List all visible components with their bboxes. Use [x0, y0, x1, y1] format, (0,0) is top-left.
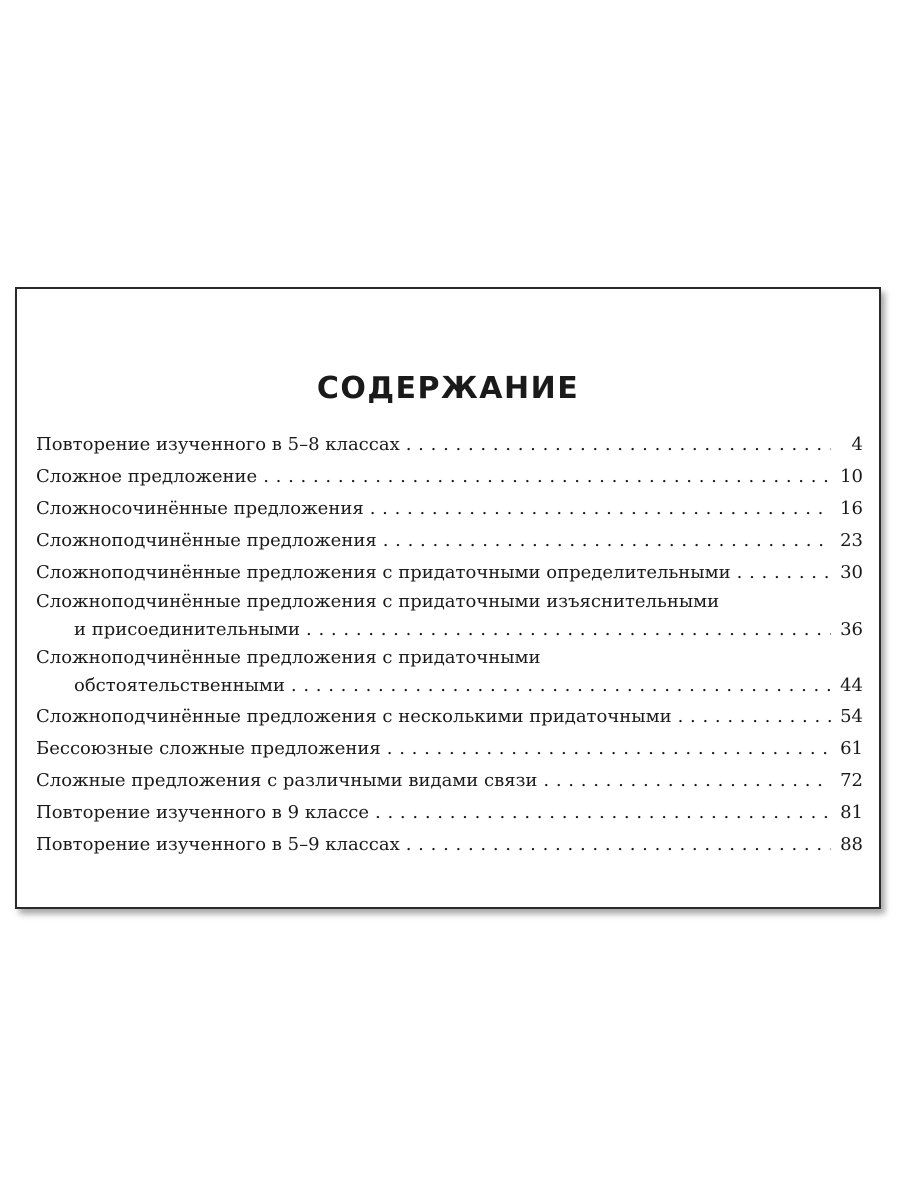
toc-entry[interactable]	[36, 525, 863, 557]
dot-leader	[383, 525, 831, 557]
toc-entry[interactable]	[36, 645, 863, 701]
toc-page-number: 16	[840, 498, 863, 519]
toc-entry-title: Повторение изученного в 5–8 классах	[36, 429, 406, 461]
toc-entry-line	[36, 765, 863, 797]
dot-leader	[678, 701, 831, 733]
dot-leader	[406, 829, 831, 861]
toc-page-number: 30	[840, 562, 863, 583]
toc-entry[interactable]	[36, 765, 863, 797]
dot-leader	[737, 557, 831, 589]
toc-entry-line	[36, 589, 863, 615]
toc-entry[interactable]	[36, 429, 863, 461]
toc-entry-line	[36, 701, 863, 733]
toc-entry-title: Сложноподчинённые предложения с придаточными определительными	[36, 557, 737, 589]
toc-entry-line	[36, 797, 863, 829]
toc-entry-title: Сложноподчинённые предложения с придаточными	[36, 645, 547, 671]
toc-entry-line	[36, 733, 863, 765]
toc-entry-title: Бессоюзные сложные предложения	[36, 733, 387, 765]
toc-entry[interactable]	[36, 589, 863, 645]
toc-entry-title: Сложносочинённые предложения	[36, 493, 370, 525]
toc-entry[interactable]	[36, 733, 863, 765]
book-page	[15, 287, 881, 909]
table-of-contents	[36, 429, 863, 861]
toc-entry-title: Повторение изученного в 9 классе	[36, 797, 375, 829]
toc-page-number: 10	[840, 466, 863, 487]
toc-page-number: 81	[840, 802, 863, 823]
toc-entry-title: Сложные предложения с различными видами связи	[36, 765, 543, 797]
dot-leader	[543, 765, 831, 797]
toc-entry-line	[36, 645, 863, 671]
dot-leader	[291, 671, 831, 701]
toc-entry-line	[36, 429, 863, 461]
toc-page-number: 4	[851, 434, 863, 455]
toc-page-number: 36	[840, 619, 863, 640]
toc-entry-line-continuation	[36, 671, 863, 701]
toc-entry-title: Сложноподчинённые предложения с несколькими придаточными	[36, 701, 678, 733]
toc-entry[interactable]	[36, 701, 863, 733]
toc-entry-line	[36, 829, 863, 861]
toc-page-number: 72	[840, 770, 863, 791]
toc-entry-title: Повторение изученного в 5–9 классах	[36, 829, 406, 861]
toc-page-number: 54	[840, 706, 863, 727]
toc-entry-title: Сложноподчинённые предложения с придаточными изъяснительными	[36, 589, 725, 615]
toc-page-number: 61	[840, 738, 863, 759]
toc-entry-title-continuation: обстоятельственными	[74, 671, 291, 701]
dot-leader	[406, 429, 831, 461]
toc-page-number: 44	[840, 675, 863, 696]
dot-leader	[375, 797, 831, 829]
toc-entry[interactable]	[36, 557, 863, 589]
toc-entry-title: Сложное предложение	[36, 461, 263, 493]
toc-entry-line	[36, 461, 863, 493]
toc-page-number: 88	[840, 834, 863, 855]
toc-entry[interactable]	[36, 829, 863, 861]
toc-entry-line-continuation	[36, 615, 863, 645]
toc-entry-line	[36, 493, 863, 525]
toc-entry-line	[36, 557, 863, 589]
toc-entry-title: Сложноподчинённые предложения	[36, 525, 383, 557]
page-title: СОДЕРЖАНИЕ	[316, 371, 580, 406]
toc-entry-title-continuation: и присоединительными	[74, 615, 306, 645]
dot-leader	[306, 615, 831, 645]
dot-leader	[387, 733, 831, 765]
toc-entry[interactable]	[36, 461, 863, 493]
toc-entry[interactable]	[36, 797, 863, 829]
dot-leader	[370, 493, 831, 525]
toc-entry[interactable]	[36, 493, 863, 525]
toc-entry-line	[36, 525, 863, 557]
dot-leader	[263, 461, 831, 493]
toc-page-number: 23	[840, 530, 863, 551]
